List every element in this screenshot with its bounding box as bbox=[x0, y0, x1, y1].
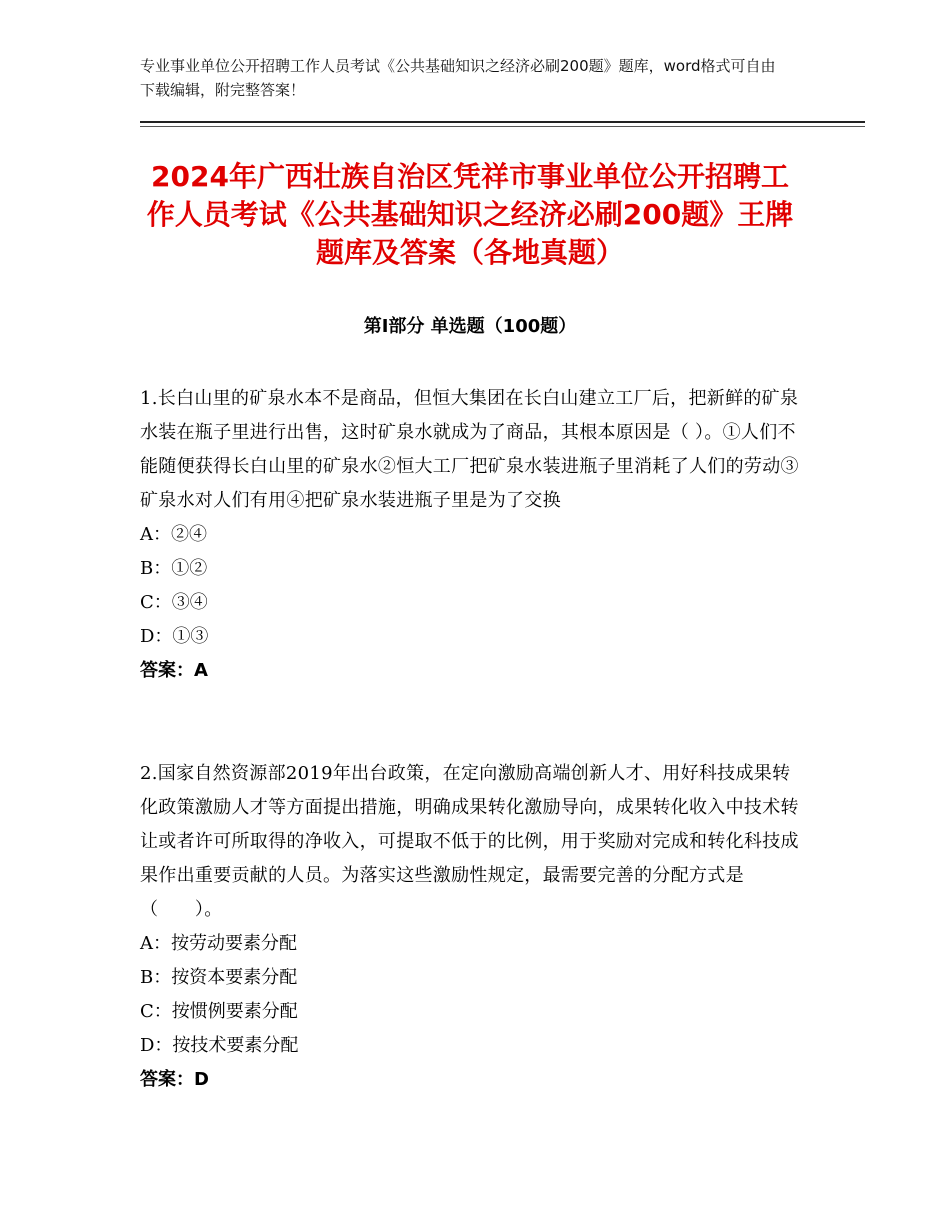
option-c: C：③④ bbox=[140, 592, 208, 613]
option-a: A：②④ bbox=[140, 524, 207, 545]
option-a: A：按劳动要素分配 bbox=[140, 933, 297, 954]
header-divider-thin bbox=[140, 126, 865, 127]
option-d: D：①③ bbox=[140, 626, 209, 647]
header-note: 专业事业单位公开招聘工作人员考试《公共基础知识之经济必刷200题》题库，word格式可自由下载编辑，附完整答案！ bbox=[140, 57, 776, 99]
option-d: D：按技术要素分配 bbox=[140, 1035, 299, 1056]
section-title: 第Ⅰ部分 单选题（100题） bbox=[363, 316, 577, 337]
header-divider bbox=[140, 121, 865, 123]
option-c: C：按惯例要素分配 bbox=[140, 1001, 298, 1022]
option-b: B：按资本要素分配 bbox=[140, 967, 298, 988]
question-stem: 2.国家自然资源部2019年出台政策，在定向激励高端创新人才、用好科技成果转化政策激励人才等方面提出措施，明确成果转化激励导向，成果转化收入中技术转让或者许可所取得的净收入，可提取不低于的比例，用于奖励对完成和转化科技成果作出重要贡献的人员。为落实这些激励性规定，最需要完善的分配方式是（ ）。 bbox=[140, 763, 799, 920]
question-stem: 1.长白山里的矿泉水本不是商品，但恒大集团在长白山建立工厂后，把新鲜的矿泉水装在瓶子里进行出售，这时矿泉水就成为了商品，其根本原因是（ ）。①人们不能随便获得长白山里的矿泉水②恒大工厂把矿泉水装进瓶子里消耗了人们的劳动③矿泉水对人们有用④把矿泉水装进瓶子里是为了交换 bbox=[140, 388, 799, 511]
answer: 答案：A bbox=[140, 660, 208, 681]
document-title: 2024年广西壮族自治区凭祥市事业单位公开招聘工作人员考试《公共基础知识之经济必刷200题》王牌题库及答案（各地真题） bbox=[146, 160, 794, 269]
answer: 答案：D bbox=[140, 1069, 209, 1090]
question-1 bbox=[140, 382, 805, 688]
option-b: B：①② bbox=[140, 558, 208, 579]
question-2 bbox=[140, 757, 805, 1097]
